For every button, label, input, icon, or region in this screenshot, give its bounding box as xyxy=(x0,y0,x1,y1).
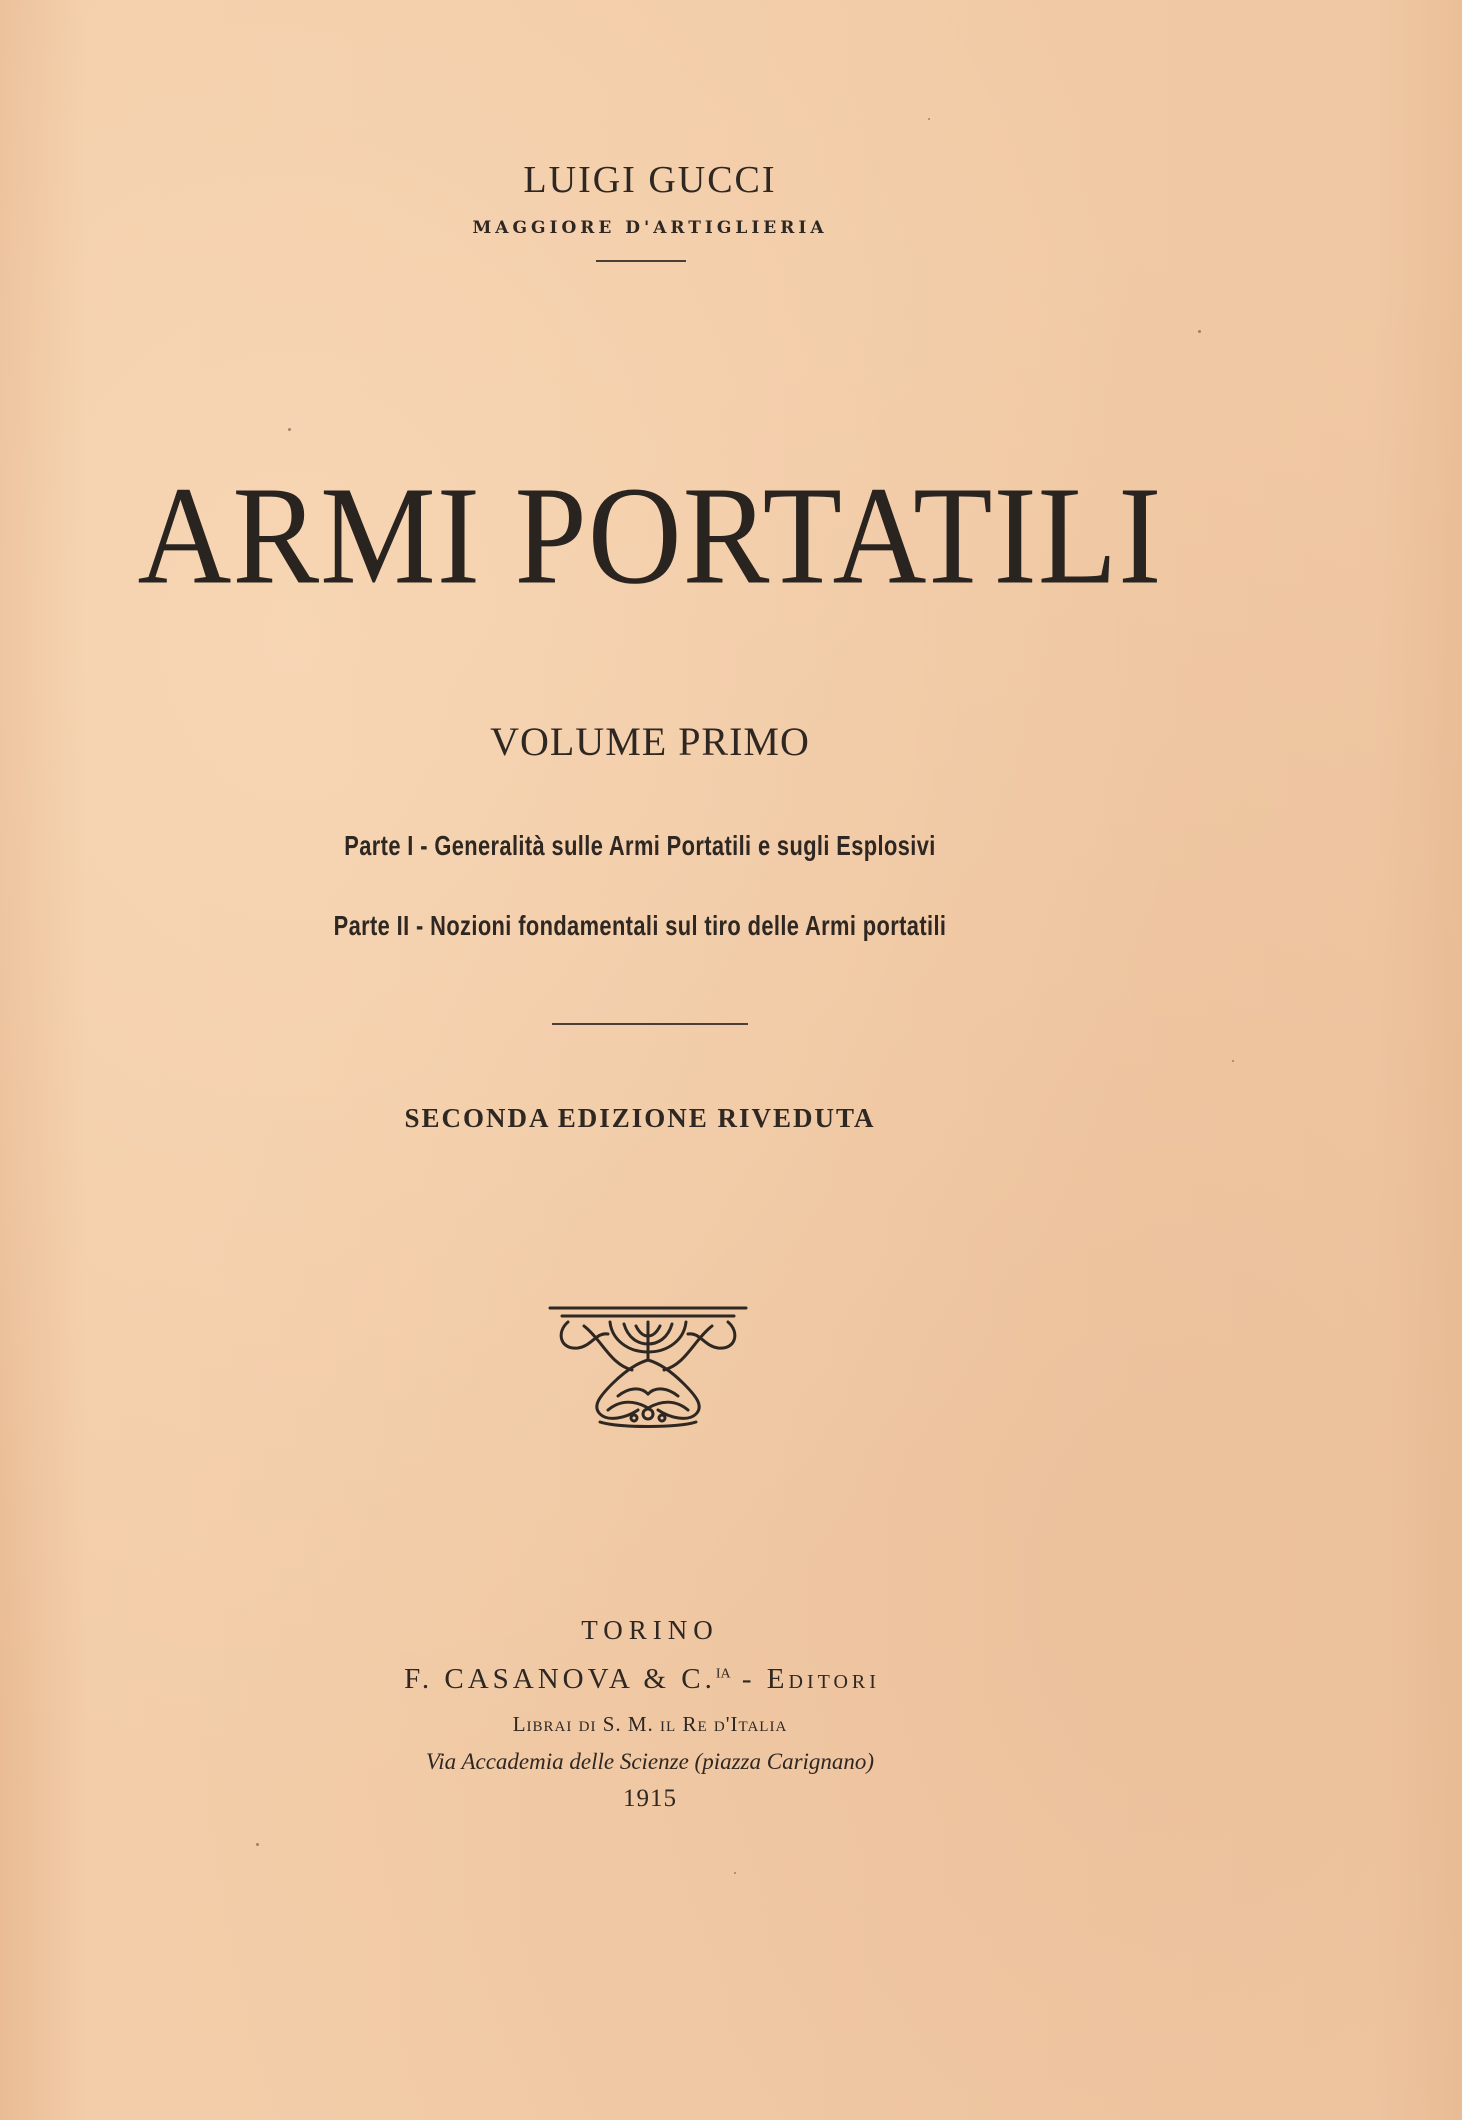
divider-top xyxy=(596,260,686,262)
divider-middle xyxy=(552,1023,748,1025)
paper-speck xyxy=(928,118,930,120)
paper-speck xyxy=(256,1843,259,1846)
imprint-year: 1915 xyxy=(623,1785,677,1812)
edition-label: SECONDA EDIZIONE RIVEDUTA xyxy=(404,1103,876,1133)
paper-speck xyxy=(734,1872,736,1874)
author-name: LUIGI GUCCI xyxy=(523,159,777,201)
paper-speck xyxy=(288,428,291,431)
imprint-booksellers: Librai di S. M. il Re d'Italia xyxy=(512,1712,788,1736)
imprint-city: TORINO xyxy=(581,1615,719,1645)
part-one-subtitle: Parte I - Generalità sulle Armi Portatili e sugli Esplosivi xyxy=(344,830,936,861)
imprint-address: Via Accademia delle Scienze (piazza Carignano) xyxy=(425,1749,875,1774)
book-title: ARMI PORTATILI xyxy=(137,458,1163,614)
imprint-publisher: F. CASANOVA & C.$^{IA}$ - Editori xyxy=(404,1663,880,1695)
publisher-name: F. CASANOVA & C. xyxy=(404,1663,716,1695)
paper-speck xyxy=(1232,1060,1234,1062)
author-rank: MAGGIORE D'ARTIGLIERIA xyxy=(472,218,828,238)
part-two-subtitle: Parte II - Nozioni fondamentali sul tiro delle Armi portatili xyxy=(333,910,947,941)
publisher-role: Editori xyxy=(766,1663,880,1695)
paper-speck xyxy=(1198,330,1201,333)
volume-label: VOLUME PRIMO xyxy=(490,719,810,764)
publisher-abbrev-sup: IA xyxy=(715,1666,731,1682)
art-nouveau-vignette-icon xyxy=(548,1300,748,1430)
